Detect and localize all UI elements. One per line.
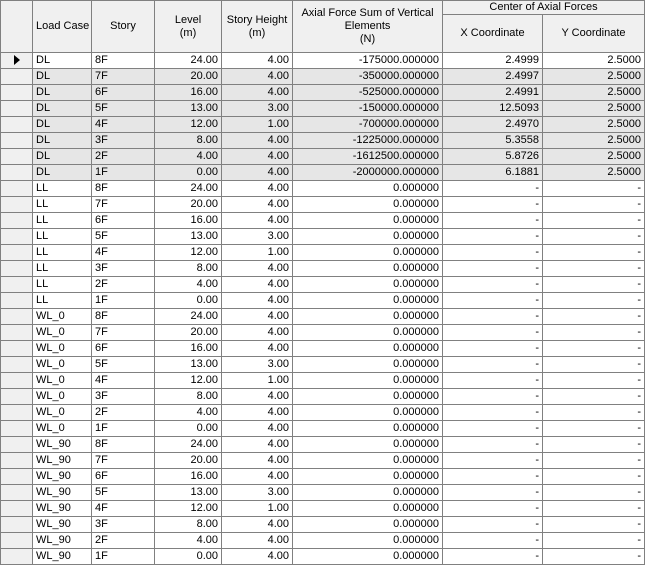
cell-level[interactable]: 16.00 bbox=[155, 85, 222, 101]
table-row[interactable] bbox=[1, 341, 645, 357]
cell-story[interactable]: 3F bbox=[92, 261, 155, 277]
table-row[interactable] bbox=[1, 101, 645, 117]
cell-story-height[interactable]: 4.00 bbox=[222, 53, 293, 69]
cell-load-case[interactable]: DL bbox=[33, 69, 92, 85]
cell-load-case[interactable]: WL_90 bbox=[33, 501, 92, 517]
cell-x-coordinate[interactable]: - bbox=[443, 437, 543, 453]
cell-load-case[interactable]: DL bbox=[33, 85, 92, 101]
cell-axial-force-sum[interactable]: 0.000000 bbox=[293, 181, 443, 197]
cell-x-coordinate[interactable]: 2.4991 bbox=[443, 85, 543, 101]
cell-y-coordinate[interactable]: 2.5000 bbox=[543, 53, 645, 69]
cell-axial-force-sum[interactable]: 0.000000 bbox=[293, 501, 443, 517]
cell-load-case[interactable]: DL bbox=[33, 133, 92, 149]
cell-axial-force-sum[interactable]: -525000.000000 bbox=[293, 85, 443, 101]
table-row[interactable] bbox=[1, 293, 645, 309]
cell-axial-force-sum[interactable]: 0.000000 bbox=[293, 517, 443, 533]
cell-story[interactable]: 7F bbox=[92, 69, 155, 85]
cell-x-coordinate[interactable]: - bbox=[443, 341, 543, 357]
cell-story[interactable]: 1F bbox=[92, 549, 155, 565]
table-row[interactable] bbox=[1, 213, 645, 229]
cell-axial-force-sum[interactable]: 0.000000 bbox=[293, 261, 443, 277]
cell-level[interactable]: 20.00 bbox=[155, 453, 222, 469]
cell-axial-force-sum[interactable]: 0.000000 bbox=[293, 357, 443, 373]
cell-story-height[interactable]: 4.00 bbox=[222, 213, 293, 229]
cell-load-case[interactable]: WL_0 bbox=[33, 357, 92, 373]
cell-level[interactable]: 8.00 bbox=[155, 261, 222, 277]
cell-load-case[interactable]: WL_0 bbox=[33, 309, 92, 325]
cell-x-coordinate[interactable]: 2.4970 bbox=[443, 117, 543, 133]
cell-axial-force-sum[interactable]: 0.000000 bbox=[293, 277, 443, 293]
cell-story[interactable]: 7F bbox=[92, 453, 155, 469]
row-selector[interactable] bbox=[1, 101, 33, 117]
cell-x-coordinate[interactable]: - bbox=[443, 405, 543, 421]
table-row[interactable] bbox=[1, 469, 645, 485]
cell-axial-force-sum[interactable]: 0.000000 bbox=[293, 405, 443, 421]
cell-y-coordinate[interactable]: 2.5000 bbox=[543, 165, 645, 181]
cell-story[interactable]: 4F bbox=[92, 245, 155, 261]
cell-level[interactable]: 20.00 bbox=[155, 69, 222, 85]
cell-y-coordinate[interactable]: - bbox=[543, 373, 645, 389]
cell-story-height[interactable]: 4.00 bbox=[222, 453, 293, 469]
cell-y-coordinate[interactable]: - bbox=[543, 405, 645, 421]
cell-load-case[interactable]: WL_90 bbox=[33, 549, 92, 565]
cell-load-case[interactable]: WL_90 bbox=[33, 517, 92, 533]
row-selector[interactable] bbox=[1, 117, 33, 133]
cell-load-case[interactable]: DL bbox=[33, 149, 92, 165]
cell-y-coordinate[interactable]: 2.5000 bbox=[543, 149, 645, 165]
cell-level[interactable]: 8.00 bbox=[155, 389, 222, 405]
table-row[interactable] bbox=[1, 117, 645, 133]
column-header-load-case[interactable]: Load Case bbox=[33, 1, 92, 53]
cell-story-height[interactable]: 4.00 bbox=[222, 421, 293, 437]
column-header-x-coordinate[interactable]: X Coordinate bbox=[443, 15, 543, 53]
cell-level[interactable]: 8.00 bbox=[155, 133, 222, 149]
cell-load-case[interactable]: LL bbox=[33, 181, 92, 197]
cell-y-coordinate[interactable]: - bbox=[543, 485, 645, 501]
cell-load-case[interactable]: LL bbox=[33, 213, 92, 229]
table-row[interactable] bbox=[1, 325, 645, 341]
cell-level[interactable]: 8.00 bbox=[155, 517, 222, 533]
column-header-story-height[interactable]: Story Height (m) bbox=[222, 1, 293, 53]
cell-axial-force-sum[interactable]: 0.000000 bbox=[293, 469, 443, 485]
cell-y-coordinate[interactable]: - bbox=[543, 277, 645, 293]
cell-story-height[interactable]: 4.00 bbox=[222, 293, 293, 309]
row-selector[interactable] bbox=[1, 53, 33, 69]
cell-x-coordinate[interactable]: - bbox=[443, 309, 543, 325]
table-row[interactable] bbox=[1, 277, 645, 293]
cell-story-height[interactable]: 4.00 bbox=[222, 149, 293, 165]
table-row[interactable] bbox=[1, 149, 645, 165]
cell-y-coordinate[interactable]: - bbox=[543, 453, 645, 469]
cell-x-coordinate[interactable]: 5.3558 bbox=[443, 133, 543, 149]
cell-load-case[interactable]: LL bbox=[33, 197, 92, 213]
cell-level[interactable]: 4.00 bbox=[155, 405, 222, 421]
cell-story[interactable]: 6F bbox=[92, 213, 155, 229]
row-selector[interactable] bbox=[1, 421, 33, 437]
column-header-axial-force-sum[interactable]: Axial Force Sum of Vertical Elements (N) bbox=[293, 1, 443, 53]
cell-level[interactable]: 13.00 bbox=[155, 101, 222, 117]
cell-y-coordinate[interactable]: - bbox=[543, 325, 645, 341]
cell-story-height[interactable]: 4.00 bbox=[222, 277, 293, 293]
cell-story[interactable]: 4F bbox=[92, 501, 155, 517]
cell-story[interactable]: 8F bbox=[92, 181, 155, 197]
cell-story-height[interactable]: 4.00 bbox=[222, 517, 293, 533]
cell-story[interactable]: 3F bbox=[92, 389, 155, 405]
cell-load-case[interactable]: WL_0 bbox=[33, 325, 92, 341]
cell-y-coordinate[interactable]: - bbox=[543, 341, 645, 357]
table-row[interactable] bbox=[1, 181, 645, 197]
table-row[interactable] bbox=[1, 245, 645, 261]
row-selector[interactable] bbox=[1, 245, 33, 261]
cell-level[interactable]: 4.00 bbox=[155, 149, 222, 165]
table-row[interactable] bbox=[1, 165, 645, 181]
column-header-level[interactable]: Level (m) bbox=[155, 1, 222, 53]
cell-story-height[interactable]: 4.00 bbox=[222, 133, 293, 149]
cell-story-height[interactable]: 4.00 bbox=[222, 309, 293, 325]
cell-y-coordinate[interactable]: - bbox=[543, 469, 645, 485]
cell-x-coordinate[interactable]: - bbox=[443, 325, 543, 341]
cell-level[interactable]: 16.00 bbox=[155, 469, 222, 485]
cell-load-case[interactable]: WL_0 bbox=[33, 405, 92, 421]
table-row[interactable] bbox=[1, 549, 645, 565]
row-selector[interactable] bbox=[1, 197, 33, 213]
cell-axial-force-sum[interactable]: 0.000000 bbox=[293, 453, 443, 469]
cell-story[interactable]: 3F bbox=[92, 133, 155, 149]
row-selector[interactable] bbox=[1, 85, 33, 101]
cell-story-height[interactable]: 4.00 bbox=[222, 69, 293, 85]
cell-x-coordinate[interactable]: - bbox=[443, 213, 543, 229]
cell-load-case[interactable]: WL_90 bbox=[33, 469, 92, 485]
cell-axial-force-sum[interactable]: 0.000000 bbox=[293, 549, 443, 565]
cell-axial-force-sum[interactable]: 0.000000 bbox=[293, 389, 443, 405]
cell-story[interactable]: 5F bbox=[92, 101, 155, 117]
column-group-header-center-of-axial-forces[interactable]: Center of Axial Forces bbox=[443, 1, 645, 15]
cell-story-height[interactable]: 4.00 bbox=[222, 549, 293, 565]
cell-x-coordinate[interactable]: - bbox=[443, 261, 543, 277]
column-header-story[interactable]: Story bbox=[92, 1, 155, 53]
cell-story-height[interactable]: 3.00 bbox=[222, 485, 293, 501]
cell-level[interactable]: 4.00 bbox=[155, 277, 222, 293]
cell-story[interactable]: 2F bbox=[92, 533, 155, 549]
cell-load-case[interactable]: LL bbox=[33, 245, 92, 261]
cell-x-coordinate[interactable]: - bbox=[443, 229, 543, 245]
cell-x-coordinate[interactable]: - bbox=[443, 293, 543, 309]
row-selector[interactable] bbox=[1, 517, 33, 533]
cell-axial-force-sum[interactable]: 0.000000 bbox=[293, 245, 443, 261]
cell-story[interactable]: 7F bbox=[92, 325, 155, 341]
cell-story-height[interactable]: 4.00 bbox=[222, 197, 293, 213]
cell-axial-force-sum[interactable]: 0.000000 bbox=[293, 293, 443, 309]
cell-story[interactable]: 8F bbox=[92, 53, 155, 69]
cell-x-coordinate[interactable]: - bbox=[443, 517, 543, 533]
cell-axial-force-sum[interactable]: -350000.000000 bbox=[293, 69, 443, 85]
cell-level[interactable]: 24.00 bbox=[155, 437, 222, 453]
cell-axial-force-sum[interactable]: 0.000000 bbox=[293, 485, 443, 501]
cell-load-case[interactable]: DL bbox=[33, 117, 92, 133]
table-row[interactable] bbox=[1, 69, 645, 85]
table-row[interactable] bbox=[1, 373, 645, 389]
cell-story-height[interactable]: 4.00 bbox=[222, 389, 293, 405]
cell-load-case[interactable]: DL bbox=[33, 165, 92, 181]
cell-level[interactable]: 24.00 bbox=[155, 53, 222, 69]
cell-y-coordinate[interactable]: - bbox=[543, 309, 645, 325]
row-selector-header[interactable] bbox=[1, 1, 33, 53]
cell-load-case[interactable]: WL_90 bbox=[33, 453, 92, 469]
cell-level[interactable]: 12.00 bbox=[155, 245, 222, 261]
table-row[interactable] bbox=[1, 421, 645, 437]
cell-load-case[interactable]: WL_90 bbox=[33, 533, 92, 549]
cell-load-case[interactable]: LL bbox=[33, 277, 92, 293]
cell-story-height[interactable]: 4.00 bbox=[222, 469, 293, 485]
column-header-y-coordinate[interactable]: Y Coordinate bbox=[543, 15, 645, 53]
cell-y-coordinate[interactable]: 2.5000 bbox=[543, 85, 645, 101]
cell-story[interactable]: 8F bbox=[92, 309, 155, 325]
cell-story[interactable]: 6F bbox=[92, 85, 155, 101]
cell-story-height[interactable]: 4.00 bbox=[222, 165, 293, 181]
row-selector[interactable] bbox=[1, 69, 33, 85]
cell-level[interactable]: 13.00 bbox=[155, 357, 222, 373]
table-row[interactable] bbox=[1, 357, 645, 373]
cell-level[interactable]: 20.00 bbox=[155, 325, 222, 341]
row-selector[interactable] bbox=[1, 389, 33, 405]
cell-x-coordinate[interactable]: - bbox=[443, 357, 543, 373]
cell-axial-force-sum[interactable]: 0.000000 bbox=[293, 325, 443, 341]
cell-x-coordinate[interactable]: - bbox=[443, 181, 543, 197]
table-row[interactable] bbox=[1, 405, 645, 421]
cell-load-case[interactable]: WL_90 bbox=[33, 485, 92, 501]
cell-axial-force-sum[interactable]: -700000.000000 bbox=[293, 117, 443, 133]
table-row[interactable] bbox=[1, 485, 645, 501]
cell-y-coordinate[interactable]: 2.5000 bbox=[543, 117, 645, 133]
cell-level[interactable]: 20.00 bbox=[155, 197, 222, 213]
cell-axial-force-sum[interactable]: -1612500.000000 bbox=[293, 149, 443, 165]
row-selector[interactable] bbox=[1, 213, 33, 229]
cell-level[interactable]: 13.00 bbox=[155, 229, 222, 245]
row-selector[interactable] bbox=[1, 469, 33, 485]
cell-story-height[interactable]: 4.00 bbox=[222, 181, 293, 197]
row-selector[interactable] bbox=[1, 405, 33, 421]
cell-x-coordinate[interactable]: - bbox=[443, 469, 543, 485]
cell-level[interactable]: 0.00 bbox=[155, 165, 222, 181]
row-selector[interactable] bbox=[1, 485, 33, 501]
cell-story[interactable]: 5F bbox=[92, 485, 155, 501]
row-selector[interactable] bbox=[1, 277, 33, 293]
table-row[interactable] bbox=[1, 133, 645, 149]
cell-axial-force-sum[interactable]: -2000000.000000 bbox=[293, 165, 443, 181]
cell-axial-force-sum[interactable]: -175000.000000 bbox=[293, 53, 443, 69]
cell-axial-force-sum[interactable]: -150000.000000 bbox=[293, 101, 443, 117]
cell-story-height[interactable]: 4.00 bbox=[222, 325, 293, 341]
table-row[interactable] bbox=[1, 437, 645, 453]
row-selector[interactable] bbox=[1, 453, 33, 469]
cell-story-height[interactable]: 1.00 bbox=[222, 245, 293, 261]
table-row[interactable] bbox=[1, 229, 645, 245]
cell-story[interactable]: 2F bbox=[92, 405, 155, 421]
cell-x-coordinate[interactable]: - bbox=[443, 421, 543, 437]
cell-x-coordinate[interactable]: 2.4999 bbox=[443, 53, 543, 69]
table-row[interactable] bbox=[1, 53, 645, 69]
cell-story[interactable]: 6F bbox=[92, 469, 155, 485]
cell-y-coordinate[interactable]: - bbox=[543, 245, 645, 261]
cell-axial-force-sum[interactable]: 0.000000 bbox=[293, 421, 443, 437]
cell-load-case[interactable]: WL_0 bbox=[33, 373, 92, 389]
table-row[interactable] bbox=[1, 309, 645, 325]
cell-x-coordinate[interactable]: 6.1881 bbox=[443, 165, 543, 181]
cell-story-height[interactable]: 4.00 bbox=[222, 405, 293, 421]
cell-y-coordinate[interactable]: - bbox=[543, 213, 645, 229]
cell-load-case[interactable]: WL_90 bbox=[33, 437, 92, 453]
row-selector[interactable] bbox=[1, 293, 33, 309]
table-row[interactable] bbox=[1, 453, 645, 469]
cell-axial-force-sum[interactable]: 0.000000 bbox=[293, 197, 443, 213]
cell-story-height[interactable]: 4.00 bbox=[222, 261, 293, 277]
cell-story[interactable]: 4F bbox=[92, 373, 155, 389]
table-row[interactable] bbox=[1, 517, 645, 533]
cell-story-height[interactable]: 4.00 bbox=[222, 85, 293, 101]
cell-level[interactable]: 16.00 bbox=[155, 213, 222, 229]
cell-y-coordinate[interactable]: - bbox=[543, 229, 645, 245]
grid-body bbox=[1, 53, 645, 565]
table-row[interactable] bbox=[1, 533, 645, 549]
cell-story-height[interactable]: 3.00 bbox=[222, 229, 293, 245]
row-selector[interactable] bbox=[1, 229, 33, 245]
cell-story[interactable]: 3F bbox=[92, 517, 155, 533]
cell-axial-force-sum[interactable]: 0.000000 bbox=[293, 341, 443, 357]
cell-y-coordinate[interactable]: 2.5000 bbox=[543, 133, 645, 149]
cell-load-case[interactable]: LL bbox=[33, 229, 92, 245]
cell-load-case[interactable]: LL bbox=[33, 293, 92, 309]
cell-story[interactable]: 1F bbox=[92, 293, 155, 309]
cell-x-coordinate[interactable]: - bbox=[443, 389, 543, 405]
cell-x-coordinate[interactable]: - bbox=[443, 373, 543, 389]
cell-level[interactable]: 12.00 bbox=[155, 117, 222, 133]
cell-load-case[interactable]: LL bbox=[33, 261, 92, 277]
cell-x-coordinate[interactable]: - bbox=[443, 277, 543, 293]
row-selector[interactable] bbox=[1, 373, 33, 389]
cell-y-coordinate[interactable]: - bbox=[543, 533, 645, 549]
row-selector[interactable] bbox=[1, 325, 33, 341]
cell-axial-force-sum[interactable]: 0.000000 bbox=[293, 309, 443, 325]
cell-x-coordinate[interactable]: - bbox=[443, 549, 543, 565]
cell-level[interactable]: 24.00 bbox=[155, 309, 222, 325]
cell-axial-force-sum[interactable]: 0.000000 bbox=[293, 213, 443, 229]
cell-x-coordinate[interactable]: - bbox=[443, 245, 543, 261]
cell-story-height[interactable]: 3.00 bbox=[222, 101, 293, 117]
cell-axial-force-sum[interactable]: 0.000000 bbox=[293, 229, 443, 245]
cell-x-coordinate[interactable]: 12.5093 bbox=[443, 101, 543, 117]
cell-y-coordinate[interactable]: - bbox=[543, 437, 645, 453]
table-row[interactable] bbox=[1, 197, 645, 213]
cell-level[interactable]: 12.00 bbox=[155, 373, 222, 389]
cell-x-coordinate[interactable]: 5.8726 bbox=[443, 149, 543, 165]
row-selector[interactable] bbox=[1, 261, 33, 277]
table-row[interactable] bbox=[1, 389, 645, 405]
cell-level[interactable]: 4.00 bbox=[155, 533, 222, 549]
cell-story[interactable]: 1F bbox=[92, 165, 155, 181]
row-selector[interactable] bbox=[1, 165, 33, 181]
cell-story-height[interactable]: 4.00 bbox=[222, 341, 293, 357]
cell-story-height[interactable]: 1.00 bbox=[222, 501, 293, 517]
cell-y-coordinate[interactable]: 2.5000 bbox=[543, 69, 645, 85]
cell-y-coordinate[interactable]: - bbox=[543, 181, 645, 197]
cell-load-case[interactable]: WL_0 bbox=[33, 421, 92, 437]
cell-y-coordinate[interactable]: - bbox=[543, 197, 645, 213]
cell-axial-force-sum[interactable]: 0.000000 bbox=[293, 373, 443, 389]
cell-level[interactable]: 0.00 bbox=[155, 421, 222, 437]
cell-load-case[interactable]: WL_0 bbox=[33, 389, 92, 405]
cell-level[interactable]: 24.00 bbox=[155, 181, 222, 197]
cell-y-coordinate[interactable]: - bbox=[543, 293, 645, 309]
cell-story[interactable]: 2F bbox=[92, 149, 155, 165]
cell-story[interactable]: 4F bbox=[92, 117, 155, 133]
cell-story-height[interactable]: 1.00 bbox=[222, 373, 293, 389]
row-selector[interactable] bbox=[1, 437, 33, 453]
cell-story-height[interactable]: 3.00 bbox=[222, 357, 293, 373]
cell-story[interactable]: 1F bbox=[92, 421, 155, 437]
cell-load-case[interactable]: DL bbox=[33, 53, 92, 69]
cell-story[interactable]: 7F bbox=[92, 197, 155, 213]
current-row-arrow-icon bbox=[14, 55, 20, 65]
row-selector[interactable] bbox=[1, 501, 33, 517]
row-selector[interactable] bbox=[1, 533, 33, 549]
cell-load-case[interactable]: WL_0 bbox=[33, 341, 92, 357]
cell-load-case[interactable]: DL bbox=[33, 101, 92, 117]
cell-x-coordinate[interactable]: 2.4997 bbox=[443, 69, 543, 85]
cell-level[interactable]: 13.00 bbox=[155, 485, 222, 501]
row-selector[interactable] bbox=[1, 341, 33, 357]
cell-story-height[interactable]: 1.00 bbox=[222, 117, 293, 133]
cell-level[interactable]: 12.00 bbox=[155, 501, 222, 517]
row-selector[interactable] bbox=[1, 133, 33, 149]
cell-y-coordinate[interactable]: - bbox=[543, 549, 645, 565]
row-selector[interactable] bbox=[1, 357, 33, 373]
cell-story-height[interactable]: 4.00 bbox=[222, 437, 293, 453]
cell-x-coordinate[interactable]: - bbox=[443, 485, 543, 501]
cell-level[interactable]: 16.00 bbox=[155, 341, 222, 357]
cell-axial-force-sum[interactable]: -1225000.000000 bbox=[293, 133, 443, 149]
row-selector[interactable] bbox=[1, 549, 33, 565]
cell-level[interactable]: 0.00 bbox=[155, 293, 222, 309]
cell-level[interactable]: 0.00 bbox=[155, 549, 222, 565]
cell-y-coordinate[interactable]: 2.5000 bbox=[543, 101, 645, 117]
cell-x-coordinate[interactable]: - bbox=[443, 533, 543, 549]
table-row[interactable] bbox=[1, 261, 645, 277]
row-selector[interactable] bbox=[1, 149, 33, 165]
cell-story[interactable]: 2F bbox=[92, 277, 155, 293]
cell-story[interactable]: 5F bbox=[92, 357, 155, 373]
cell-y-coordinate[interactable]: - bbox=[543, 421, 645, 437]
cell-y-coordinate[interactable]: - bbox=[543, 501, 645, 517]
cell-x-coordinate[interactable]: - bbox=[443, 453, 543, 469]
cell-story[interactable]: 5F bbox=[92, 229, 155, 245]
cell-y-coordinate[interactable]: - bbox=[543, 357, 645, 373]
cell-story-height[interactable]: 4.00 bbox=[222, 533, 293, 549]
cell-y-coordinate[interactable]: - bbox=[543, 517, 645, 533]
cell-axial-force-sum[interactable]: 0.000000 bbox=[293, 437, 443, 453]
cell-y-coordinate[interactable]: - bbox=[543, 389, 645, 405]
cell-x-coordinate[interactable]: - bbox=[443, 501, 543, 517]
cell-y-coordinate[interactable]: - bbox=[543, 261, 645, 277]
table-row[interactable] bbox=[1, 501, 645, 517]
table-row[interactable] bbox=[1, 85, 645, 101]
row-selector[interactable] bbox=[1, 309, 33, 325]
row-selector[interactable] bbox=[1, 181, 33, 197]
cell-story[interactable]: 8F bbox=[92, 437, 155, 453]
cell-axial-force-sum[interactable]: 0.000000 bbox=[293, 533, 443, 549]
cell-story[interactable]: 6F bbox=[92, 341, 155, 357]
cell-x-coordinate[interactable]: - bbox=[443, 197, 543, 213]
